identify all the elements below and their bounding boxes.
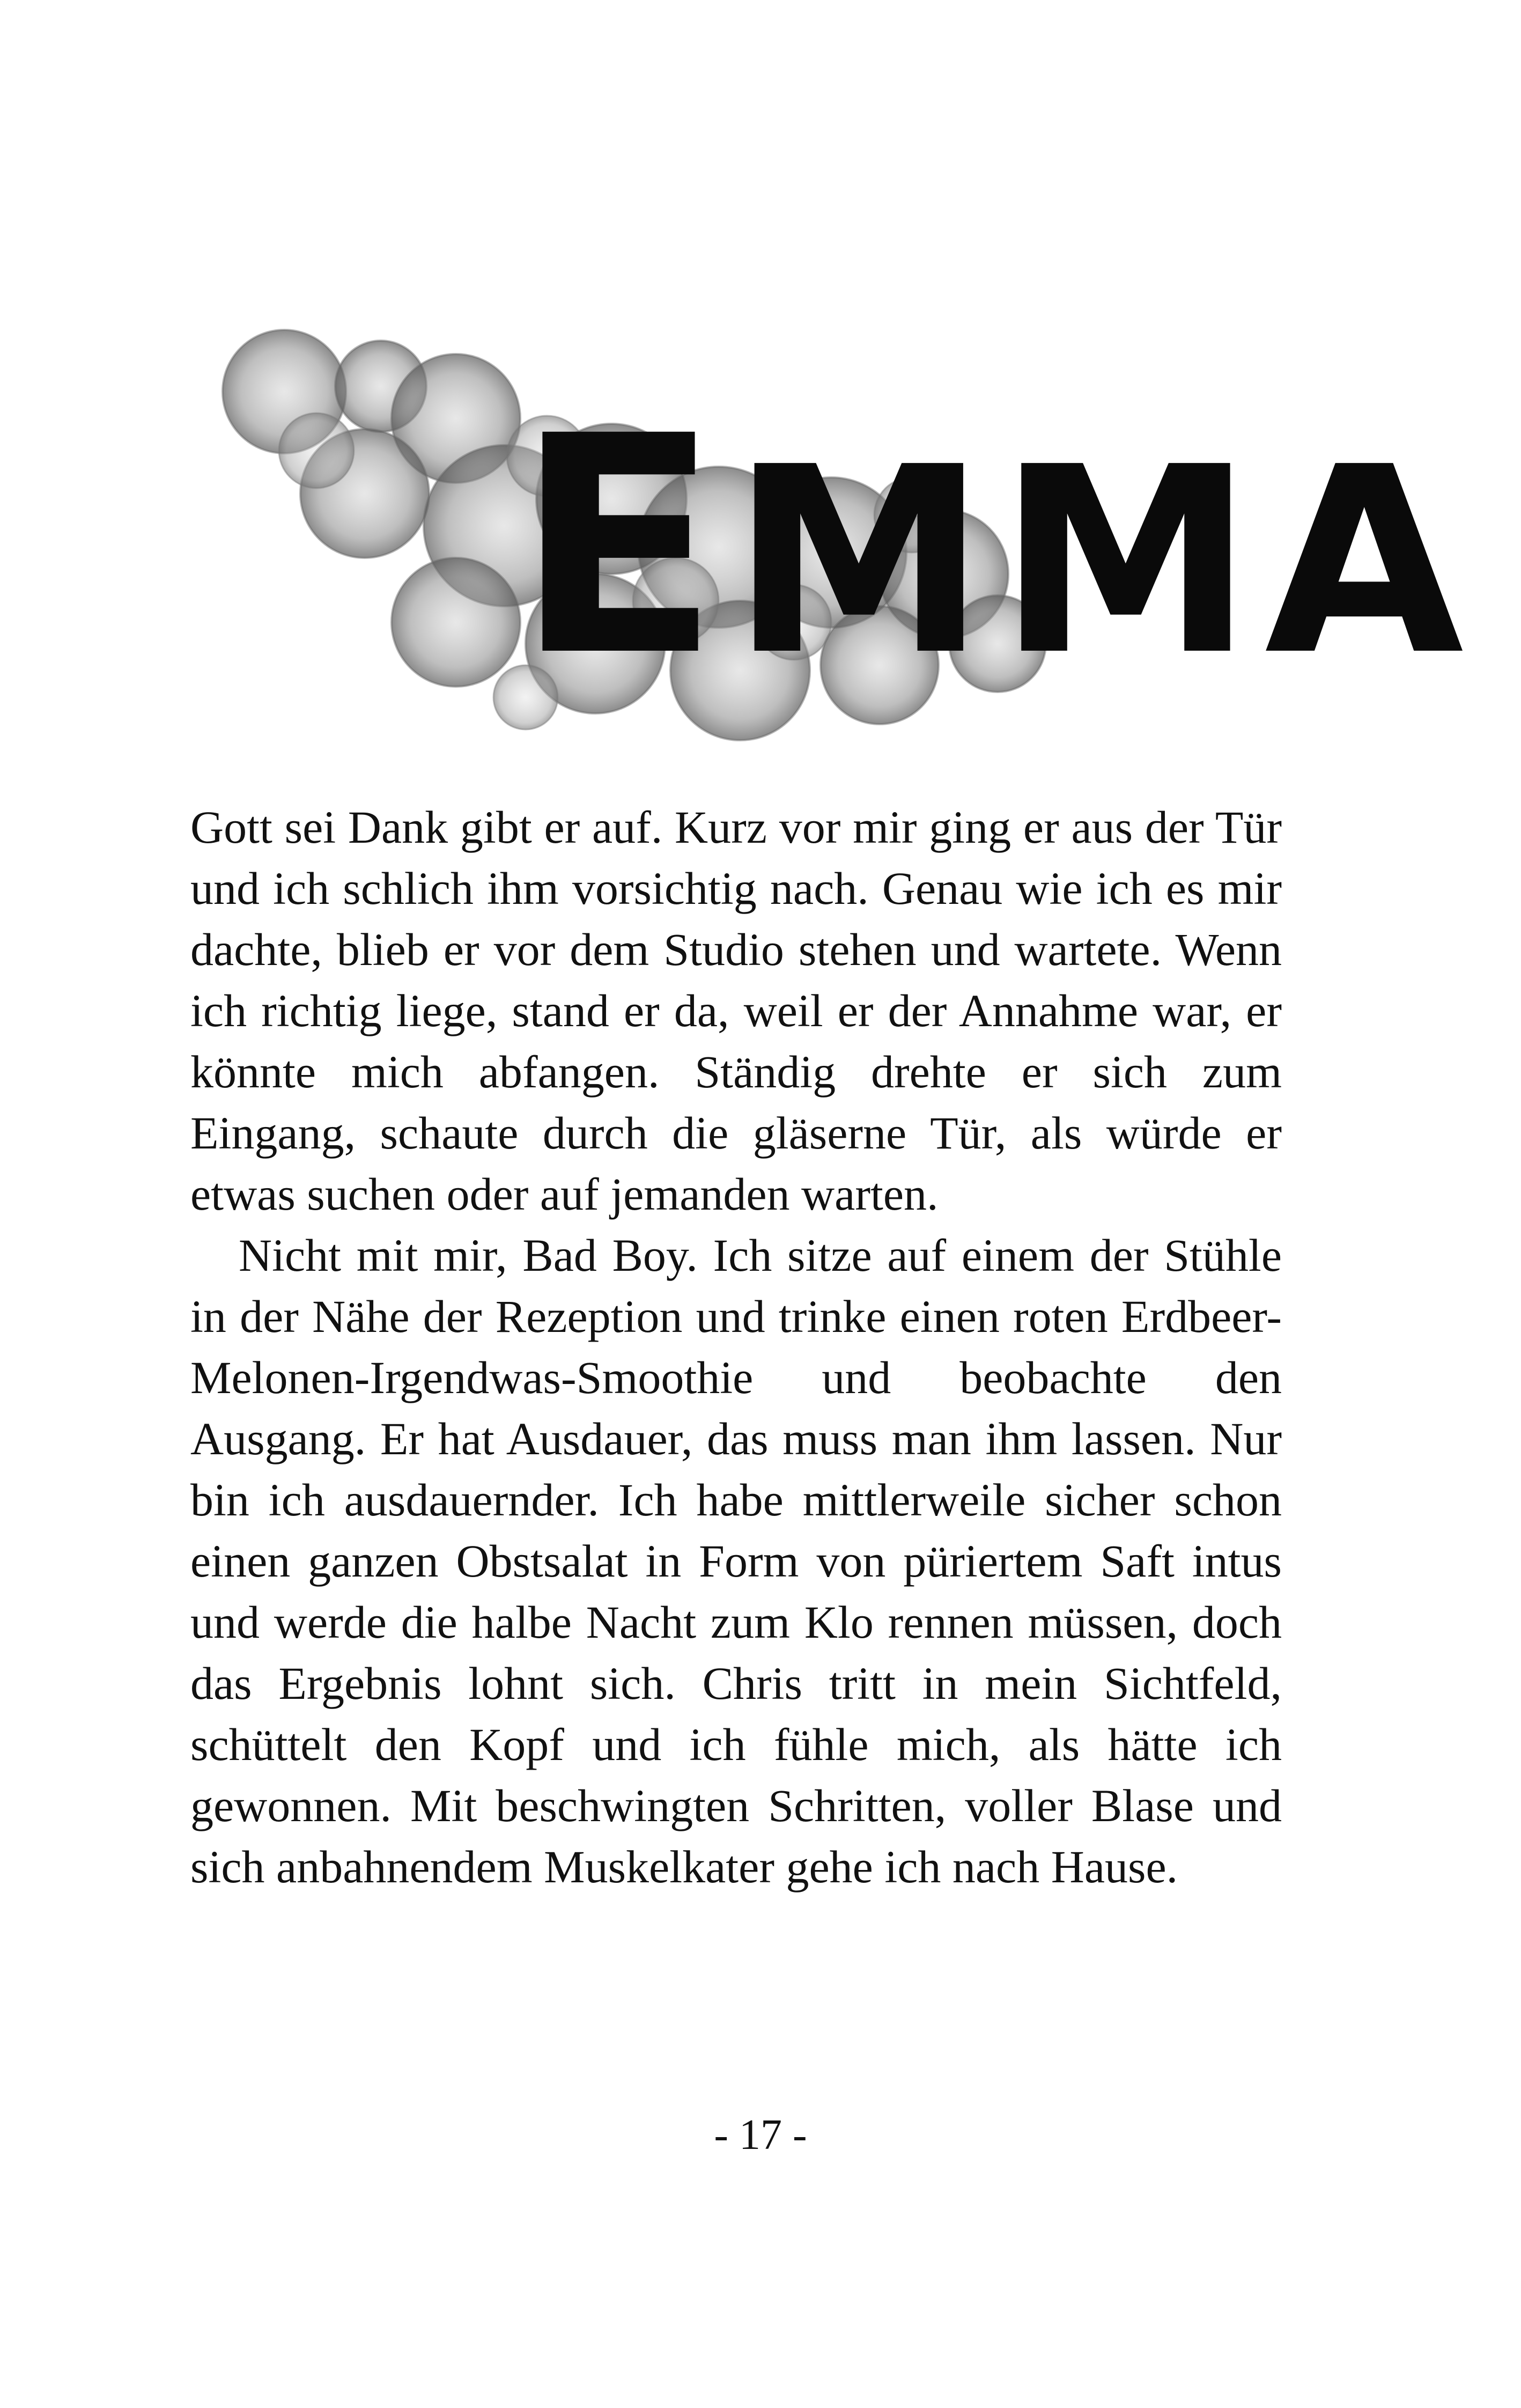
chapter-title-initial: E bbox=[515, 372, 731, 722]
paragraph-2: Nicht mit mir, Bad Boy. Ich sitze auf einem der Stühle in der Nähe der Rezeption und trinke einen roten Erdbeer-Melonen-Irgendwas-Smoothie und beobachte den Ausgang. Er hat Ausdauer, das muss man ihm lassen. Nur bin ich ausdauernder. Ich habe mittlerweile sicher schon einen ganzen Obstsalat in Form von püriertem Saft intus und werde die halbe Nacht zum Klo rennen müssen, doch das Ergebnis lohnt sich. Chris tritt in mein Sichtfeld, schüttelt den Kopf und ich fühle mich, als hätte ich gewonnen. Mit beschwingten Schritten, voller Blase und sich anbahnendem Muskelkater gehe ich nach Hause. bbox=[190, 1229, 1282, 1892]
chapter-body bbox=[190, 797, 1282, 1897]
page-number: - 17 - bbox=[714, 2111, 807, 2159]
chapter-title bbox=[515, 372, 1475, 722]
paragraph-1: Gott sei Dank gibt er auf. Kurz vor mir ging er aus der Tür und ich schlich ihm vorsichtig nach. Genau wie ich es mir dachte, blieb er vor dem Studio stehen und wartete. Wenn ich richtig liege, stand er da, weil er der Annahme war, er könnte mich abfangen. Ständig drehte er sich zum Eingang, schaute durch die gläserne Tür, als würde er etwas suchen oder auf jemanden warten. bbox=[190, 801, 1282, 1220]
chapter-title-rest: MMA bbox=[730, 412, 1475, 712]
